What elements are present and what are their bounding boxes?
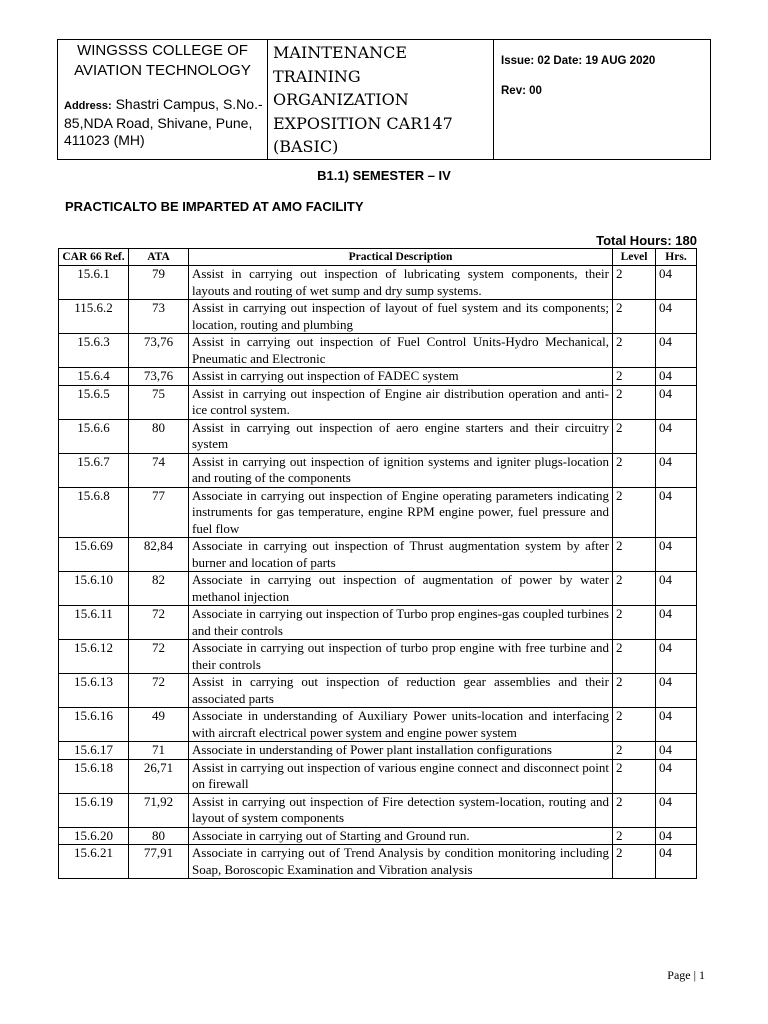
header-table — [57, 39, 711, 160]
issue-info — [494, 40, 710, 98]
col-header-hours: Hrs. — [656, 249, 697, 266]
car66-ref-cell: 15.6.12 — [59, 640, 129, 674]
description-cell: Assist in carrying out inspection of reduction gear assemblies and their associated parts — [189, 674, 613, 708]
level-cell: 2 — [613, 300, 656, 334]
car66-ref-cell: 15.6.3 — [59, 334, 129, 368]
description-cell: Associate in understanding of Auxiliary Power units-location and interfacing with aircraft electrical power system and engine power system — [189, 708, 613, 742]
table-row — [59, 845, 697, 879]
address-text: Shastri Campus, S.No.- 85,NDA Road, Shivane, Pune, 411023 (MH) — [64, 96, 263, 148]
table-body — [59, 266, 697, 879]
ata-cell: 82,84 — [129, 538, 189, 572]
hours-cell: 04 — [656, 793, 697, 827]
hours-cell: 04 — [656, 827, 697, 845]
table-row — [59, 742, 697, 760]
description-cell: Associate in carrying out inspection of Turbo prop engines-gas coupled turbines and their controls — [189, 606, 613, 640]
hours-cell: 04 — [656, 385, 697, 419]
ata-cell: 77 — [129, 487, 189, 538]
table-row — [59, 385, 697, 419]
description-cell: Associate in carrying out of Starting and Ground run. — [189, 827, 613, 845]
table-row — [59, 708, 697, 742]
issue-cell — [494, 40, 711, 160]
ata-cell: 71 — [129, 742, 189, 760]
ata-cell: 73 — [129, 300, 189, 334]
page-number: Page | 1 — [667, 968, 705, 982]
practical-table — [58, 248, 697, 879]
car66-ref-cell: 15.6.21 — [59, 845, 129, 879]
ata-cell: 49 — [129, 708, 189, 742]
table-row — [59, 674, 697, 708]
col-header-description: Practical Description — [189, 249, 613, 266]
description-cell: Assist in carrying out inspection of lubricating system components, their layouts and routing of wet sump and dry sump systems. — [189, 266, 613, 300]
table-row — [59, 759, 697, 793]
description-cell: Assist in carrying out inspection of various engine connect and disconnect point on firewall — [189, 759, 613, 793]
hours-cell: 04 — [656, 300, 697, 334]
ata-cell: 79 — [129, 266, 189, 300]
ata-cell: 72 — [129, 674, 189, 708]
hours-cell: 04 — [656, 759, 697, 793]
ata-cell: 80 — [129, 827, 189, 845]
table-row — [59, 538, 697, 572]
hours-cell: 04 — [656, 674, 697, 708]
level-cell: 2 — [613, 827, 656, 845]
ata-cell: 77,91 — [129, 845, 189, 879]
level-cell: 2 — [613, 793, 656, 827]
college-address — [58, 96, 267, 149]
ata-cell: 74 — [129, 453, 189, 487]
table-row — [59, 606, 697, 640]
car66-ref-cell: 15.6.7 — [59, 453, 129, 487]
table-row — [59, 266, 697, 300]
description-cell: Associate in carrying out inspection of augmentation of power by water methanol injection — [189, 572, 613, 606]
ata-cell: 72 — [129, 606, 189, 640]
table-row — [59, 300, 697, 334]
description-cell: Assist in carrying out inspection of aero engine starters and their circuitry system — [189, 419, 613, 453]
car66-ref-cell: 15.6.20 — [59, 827, 129, 845]
level-cell: 2 — [613, 266, 656, 300]
level-cell: 2 — [613, 385, 656, 419]
car66-ref-cell: 15.6.5 — [59, 385, 129, 419]
level-cell: 2 — [613, 419, 656, 453]
ata-cell: 73,76 — [129, 368, 189, 386]
ata-cell: 72 — [129, 640, 189, 674]
table-row — [59, 793, 697, 827]
car66-ref-cell: 15.6.69 — [59, 538, 129, 572]
level-cell: 2 — [613, 742, 656, 760]
car66-ref-cell: 15.6.13 — [59, 674, 129, 708]
mto-title-cell — [268, 40, 494, 160]
car66-ref-cell: 15.6.4 — [59, 368, 129, 386]
car66-ref-cell: 15.6.10 — [59, 572, 129, 606]
description-cell: Assist in carrying out inspection of Fire detection system-location, routing and layout of system components — [189, 793, 613, 827]
level-cell: 2 — [613, 453, 656, 487]
level-cell: 2 — [613, 572, 656, 606]
car66-ref-cell: 15.6.16 — [59, 708, 129, 742]
description-cell: Associate in carrying out inspection of Thrust augmentation system by after burner and location of parts — [189, 538, 613, 572]
college-name: WINGSSS COLLEGE OF AVIATION TECHNOLOGY — [74, 42, 251, 79]
car66-ref-cell: 15.6.19 — [59, 793, 129, 827]
description-cell: Assist in carrying out inspection of Engine air distribution operation and anti-ice control system. — [189, 385, 613, 419]
car66-ref-cell: 15.6.18 — [59, 759, 129, 793]
table-row — [59, 453, 697, 487]
level-cell: 2 — [613, 368, 656, 386]
level-cell: 2 — [613, 708, 656, 742]
col-header-level: Level — [613, 249, 656, 266]
ata-cell: 82 — [129, 572, 189, 606]
ata-cell: 80 — [129, 419, 189, 453]
level-cell: 2 — [613, 674, 656, 708]
description-cell: Associate in understanding of Power plant installation configurations — [189, 742, 613, 760]
hours-cell: 04 — [656, 538, 697, 572]
table-row — [59, 487, 697, 538]
college-cell — [58, 40, 268, 160]
description-cell: Assist in carrying out inspection of Fuel Control Units-Hydro Mechanical, Pneumatic and Electronic — [189, 334, 613, 368]
car66-ref-cell: 115.6.2 — [59, 300, 129, 334]
hours-cell: 04 — [656, 334, 697, 368]
level-cell: 2 — [613, 640, 656, 674]
level-cell: 2 — [613, 606, 656, 640]
revision: Rev: 00 — [501, 85, 542, 97]
table-row — [59, 368, 697, 386]
description-cell: Assist in carrying out inspection of ignition systems and igniter plugs-location and routing of the components — [189, 453, 613, 487]
table-row — [59, 419, 697, 453]
address-label: Address: — [64, 100, 112, 112]
table-row — [59, 572, 697, 606]
level-cell: 2 — [613, 845, 656, 879]
mto-title: MAINTENANCE TRAINING ORGANIZATION EXPOSITION CAR147 (BASIC) — [273, 43, 453, 156]
level-cell: 2 — [613, 487, 656, 538]
hours-cell: 04 — [656, 572, 697, 606]
hours-cell: 04 — [656, 845, 697, 879]
car66-ref-cell: 15.6.11 — [59, 606, 129, 640]
hours-cell: 04 — [656, 640, 697, 674]
hours-cell: 04 — [656, 708, 697, 742]
table-row — [59, 334, 697, 368]
car66-ref-cell: 15.6.1 — [59, 266, 129, 300]
hours-cell: 04 — [656, 266, 697, 300]
hours-cell: 04 — [656, 419, 697, 453]
ata-cell: 26,71 — [129, 759, 189, 793]
issue-date: Issue: 02 Date: 19 AUG 2020 — [501, 55, 656, 67]
hours-cell: 04 — [656, 742, 697, 760]
ata-cell: 71,92 — [129, 793, 189, 827]
description-cell: Associate in carrying out inspection of turbo prop engine with free turbine and their controls — [189, 640, 613, 674]
level-cell: 2 — [613, 538, 656, 572]
table-row — [59, 827, 697, 845]
description-cell: Assist in carrying out inspection of FADEC system — [189, 368, 613, 386]
hours-cell: 04 — [656, 453, 697, 487]
table-header-row — [59, 249, 697, 266]
hours-cell: 04 — [656, 606, 697, 640]
total-hours: Total Hours: 180 — [596, 233, 697, 248]
car66-ref-cell: 15.6.6 — [59, 419, 129, 453]
description-cell: Assist in carrying out inspection of layout of fuel system and its components; location, routing and plumbing — [189, 300, 613, 334]
hours-cell: 04 — [656, 487, 697, 538]
ata-cell: 75 — [129, 385, 189, 419]
car66-ref-cell: 15.6.17 — [59, 742, 129, 760]
ata-cell: 73,76 — [129, 334, 189, 368]
col-header-car66-ref: CAR 66 Ref. — [59, 249, 129, 266]
level-cell: 2 — [613, 334, 656, 368]
table-row — [59, 640, 697, 674]
practical-heading: PRACTICALTO BE IMPARTED AT AMO FACILITY — [65, 199, 364, 214]
col-header-ata: ATA — [129, 249, 189, 266]
hours-cell: 04 — [656, 368, 697, 386]
car66-ref-cell: 15.6.8 — [59, 487, 129, 538]
description-cell: Associate in carrying out of Trend Analysis by condition monitoring including Soap, Boroscopic Examination and Vibration analysis — [189, 845, 613, 879]
semester-title: B1.1) SEMESTER – IV — [317, 168, 451, 183]
level-cell: 2 — [613, 759, 656, 793]
description-cell: Associate in carrying out inspection of Engine operating parameters indicating instruments for gas temperature, engine RPM engine power, fuel pressure and fuel flow — [189, 487, 613, 538]
